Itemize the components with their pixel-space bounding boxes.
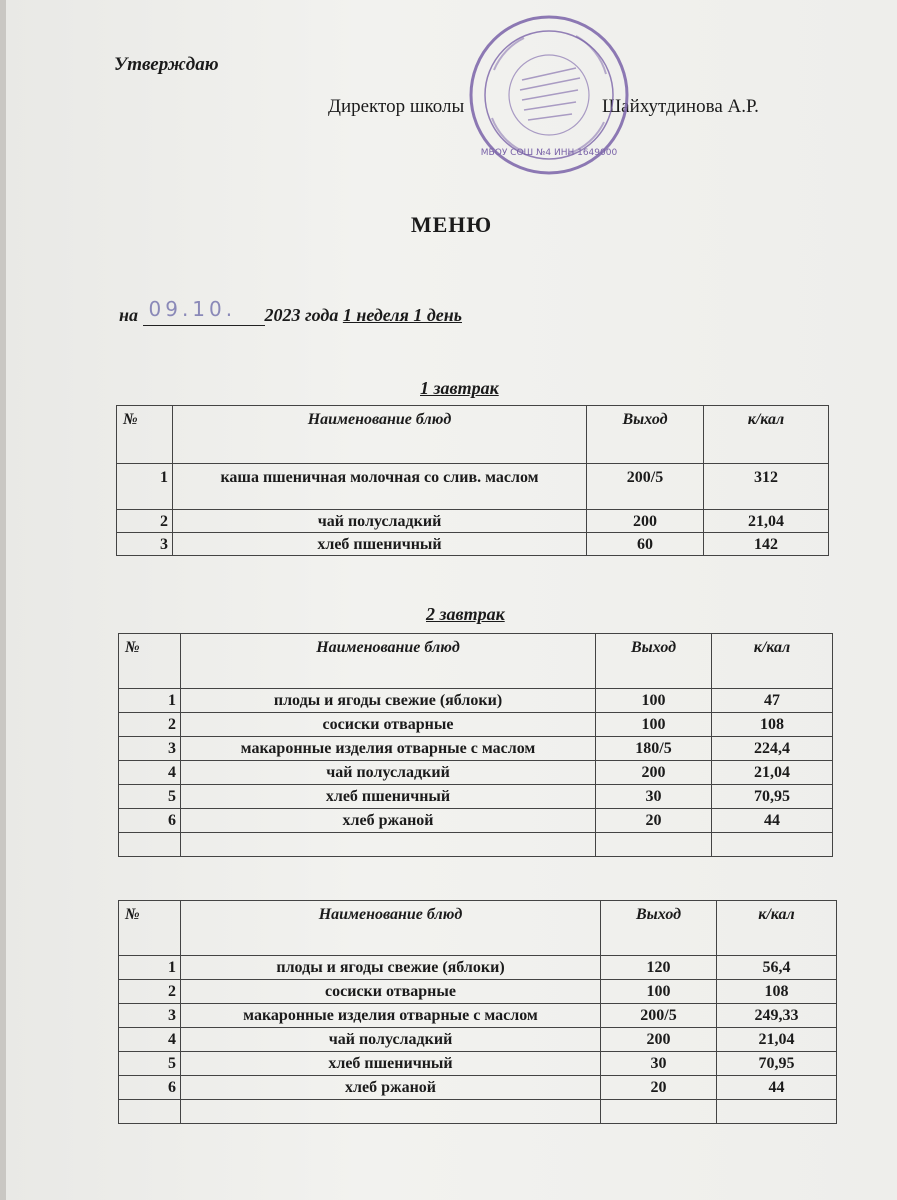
col-kcal: к/кал <box>704 406 829 464</box>
menu-table-breakfast-2 <box>118 633 833 857</box>
week-day-label: 1 неделя 1 день <box>342 305 462 325</box>
table-row-empty <box>119 833 833 857</box>
handwritten-date: 09.10. <box>148 297 237 321</box>
director-label: Директор школы <box>328 96 465 117</box>
director-name: Шайхутдинова А.Р. <box>602 96 759 117</box>
approve-label: Утверждаю <box>114 54 219 75</box>
table-row: 5 хлеб пшеничный 30 70,95 <box>119 1052 837 1076</box>
table-row: 6 хлеб ржаной 20 44 <box>119 1076 837 1100</box>
menu-table-breakfast-1 <box>116 405 829 556</box>
table-row: 5 хлеб пшеничный 30 70,95 <box>119 785 833 809</box>
table-row: 4 чай полусладкий 200 21,04 <box>119 761 833 785</box>
table-row: 4 чай полусладкий 200 21,04 <box>119 1028 837 1052</box>
table-row: 1 плоды и ягоды свежие (яблоки) 120 56,4 <box>119 956 837 980</box>
table-header: № Наименование блюд Выход к/кал <box>119 901 837 956</box>
col-no: № <box>117 406 173 464</box>
table-row: 2 сосиски отварные 100 108 <box>119 980 837 1004</box>
date-line <box>119 297 462 326</box>
col-output: Выход <box>587 406 704 464</box>
date-blank <box>143 297 265 326</box>
col-name: Наименование блюд <box>173 406 587 464</box>
table-row: 3 хлеб пшеничный 60 142 <box>117 533 829 556</box>
menu-table-extra <box>118 900 837 1124</box>
table-row-empty <box>119 1100 837 1124</box>
table-row: 3 макаронные изделия отварные с маслом 180/5 224,4 <box>119 737 833 761</box>
section-title-breakfast-1: 1 завтрак <box>420 378 499 398</box>
school-stamp-icon <box>464 10 634 180</box>
section-title-breakfast-2: 2 завтрак <box>426 604 505 624</box>
menu-page <box>6 0 897 1200</box>
table-row: 3 макаронные изделия отварные с маслом 200/5 249,33 <box>119 1004 837 1028</box>
table-header <box>117 406 829 464</box>
table-header: № Наименование блюд Выход к/кал <box>119 634 833 689</box>
date-prefix: на <box>119 305 138 325</box>
page-title: МЕНЮ <box>410 212 493 237</box>
table-row: 1 плоды и ягоды свежие (яблоки) 100 47 <box>119 689 833 713</box>
table-row: 1 каша пшеничная молочная со слив. маслом 200/5 312 <box>117 464 829 510</box>
table-row: 2 сосиски отварные 100 108 <box>119 713 833 737</box>
table-row: 6 хлеб ржаной 20 44 <box>119 809 833 833</box>
table-row: 2 чай полусладкий 200 21,04 <box>117 510 829 533</box>
year-label: 2023 года <box>264 305 339 325</box>
stamp-text: МБОУ СОШ №4 ИНН 1649000 <box>480 148 618 158</box>
